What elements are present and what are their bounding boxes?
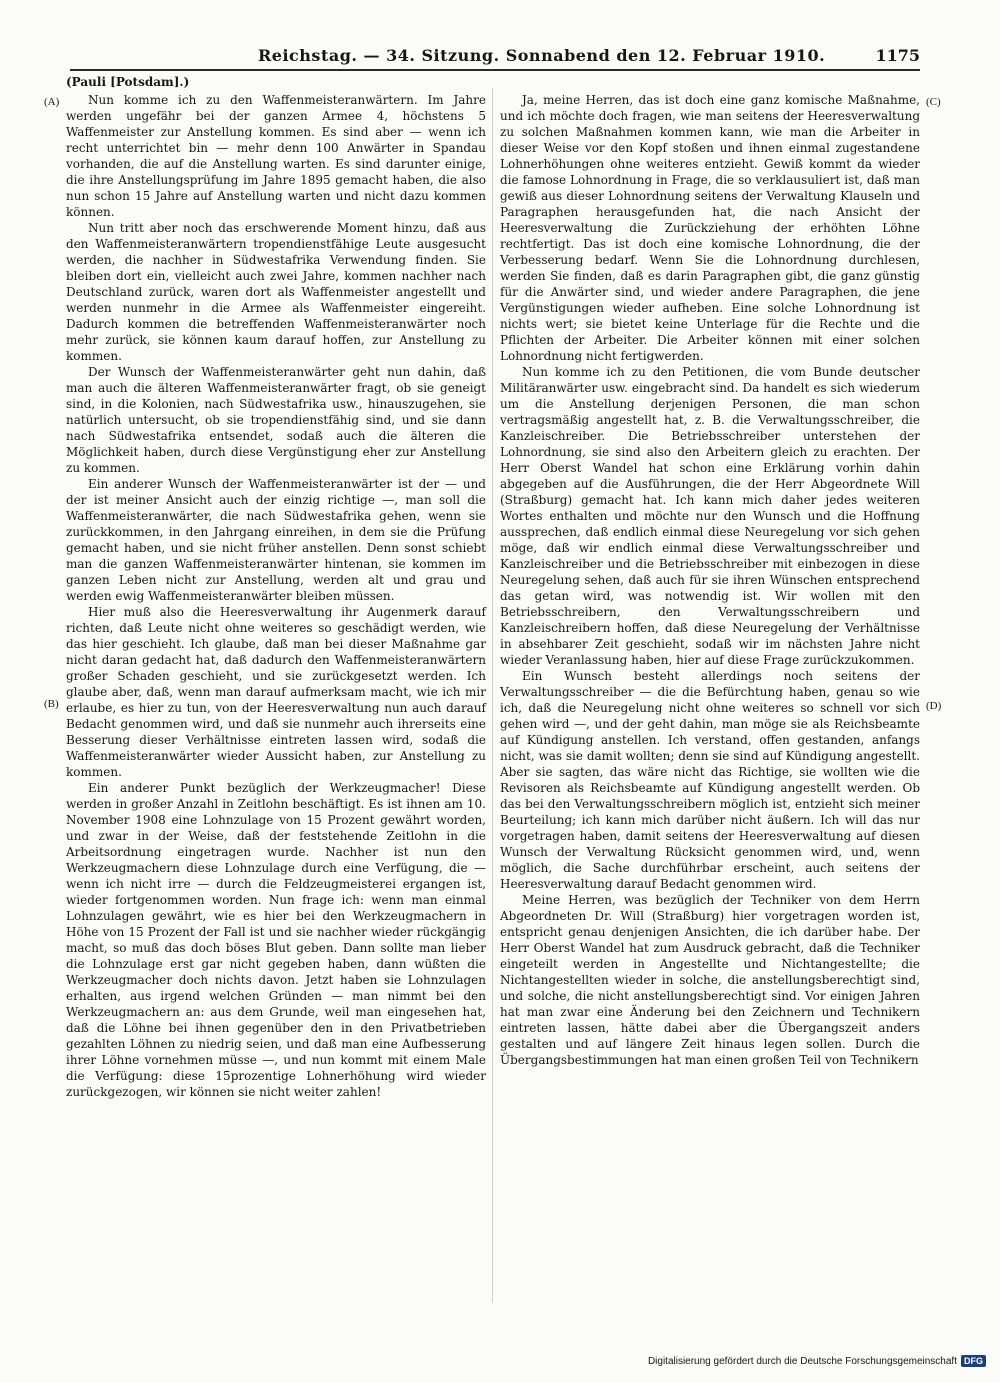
margin-marker-b: (B) — [44, 698, 59, 710]
margin-marker-a: (A) — [44, 96, 60, 108]
paragraph: Nun tritt aber noch das erschwerende Moment hinzu, daß aus den Waffenmeisteranwärtern tropendienstfähige Leute ausgesucht werden, die nachher in Südwestafrika Verwendung finden. Sie bleiben dort ein, vielleicht auch zwei Jahre, kommen nachher nach Deutschland zurück, waren dort als Waffenmeister angestellt und werden nunmehr in die Armee als Waffenmeister eingereiht. Dadurch kommen die betreffenden Waffenmeisteranwärter noch mehr zurück, sie können kaum darauf hoffen, zur Anstellung zu kommen. — [66, 221, 486, 363]
page-number: 1175 — [875, 46, 920, 65]
left-column — [66, 74, 486, 1100]
paragraph: Der Wunsch der Waffenmeisteranwärter geht nun dahin, daß man auch die älteren Waffenmeisteranwärter fragt, ob sie geneigt sind, in die Kolonien, nach Südwestafrika usw., hinauszugehen, sie natürlich untersucht, ob sie tropendienstfähig sind, und sie dann nach Südwestafrika entsendet, sodaß auch die älteren die Möglichkeit haben, durch diese Vergünstigung eher zur Anstellung zu kommen. — [66, 365, 486, 475]
header-title: Reichstag. — 34. Sitzung. Sonnabend den 12. Februar 1910. — [258, 46, 826, 65]
margin-marker-d: (D) — [926, 700, 942, 712]
digitization-credit — [648, 1355, 986, 1367]
margin-marker-c: (C) — [926, 96, 941, 108]
paragraph: Hier muß also die Heeresverwaltung ihr Augenmerk darauf richten, daß Leute nicht ohne weiteres so geschädigt werden, wie das hier geschieht. Ich glaube, daß man bei dieser Maßnahme gar nicht daran gedacht hat, daß dadurch den Waffenmeisteranwärtern großer Schaden geschieht, und sie zurückgesetzt werden. Ich glaube aber, daß, wenn man darauf aufmerksam macht, wie ich mir erlaube, es hier zu tun, von der Heeresverwaltung nun auch darauf Bedacht genommen wird, und daß sie nunmehr auch ihrerseits eine Besserung dieser Verhältnisse eintreten lassen wird, sodaß die Waffenmeisteranwärter wieder Aussicht haben, zur Anstellung zu kommen. — [66, 605, 486, 779]
header-rule — [70, 69, 920, 71]
paragraph: Ein anderer Punkt bezüglich der Werkzeugmacher! Diese werden in großer Anzahl in Zeitlohn beschäftigt. Es ist ihnen am 10. November 1908 eine Lohnzulage von 15 Prozent gewährt worden, und zwar in der Weise, daß der feststehende Zeitlohn in die Arbeitsordnung eingetragen wurde. Nachher ist nun den Werkzeugmachern diese Lohnzulage durch eine Verfügung, die — wenn ich nicht irre — durch die Feldzeugmeisterei ergangen ist, wieder fortgenommen worden. Nun frage ich: wenn man einmal Lohnzulagen gewährt, wie es hier bei den Werkzeugmachern in Höhe von 15 Prozent der Fall ist und sie nachher wieder rückgängig macht, so muß das doch böses Blut geben. Dann sollte man lieber die Lohnzulage erst gar nicht gegeben haben, dann wüßten die Werkzeugmacher doch nichts davon. Jetzt haben sie Lohnzulagen erhalten, aus irgend welchen Gründen — man nimmt bei den Werkzeugmachern an: aus dem Grunde, weil man eingesehen hat, daß die Löhne bei ihnen gegenüber den in den Privatbetrieben gezahlten Löhnen zu niedrig seien, und daß man eine Aufbesserung ihrer Löhne vornehmen müsse —, und nun kommt mit einem Male die Verfügung: diese 15prozentige Lohnerhöhung wird wieder zurückgezogen, wir können sie nicht weiter zahlen! — [66, 781, 486, 1099]
page-header — [258, 46, 920, 70]
credit-text: Digitalisierung gefördert durch die Deutsche Forschungsgemeinschaft — [647, 1355, 957, 1367]
column-divider — [492, 88, 493, 1303]
paragraph: Ja, meine Herren, das ist doch eine ganz komische Maßnahme, und ich möchte doch fragen, wie man seitens der Heeresverwaltung zu solchen Maßnahmen kommen kann, wie man die Arbeiter in dieser Weise vor den Kopf stoßen und ihnen einmal zugestandene Lohnerhöhungen ohne weiteres entzieht. Gewiß kommt da wieder die famose Lohnordnung in Frage, die so verklausuliert ist, daß man gewiß aus dieser Lohnordnung seitens der Verwaltung Klauseln und Paragraphen herausgefunden hat, die nach Ansicht der Heeresverwaltung die Zurückziehung der erhöhten Löhne rechtfertigt. Das ist doch eine komische Lohnordnung, die der Verbesserung bedarf. Wenn Sie die Lohnordnung durchlesen, werden Sie finden, daß es darin Paragraphen gibt, die ganz günstig für die Anwärter sind, und wieder andere Paragraphen, die jene Vergünstigungen wieder aufheben. Eine solche Lohnordnung ist nichts wert; sie bietet keine Unterlage für die Rechte und die Pflichten der Arbeiter. Die Arbeiter können mit einer solchen Lohnordnung nicht fertigwerden. — [500, 93, 920, 363]
paragraph: Nun komme ich zu den Petitionen, die vom Bunde deutscher Militäranwärter usw. eingebracht sind. Da handelt es sich wiederum um die Anstellung derjenigen Personen, die man schon vertragsmäßig angestellt hat, z. B. die Verwaltungsschreiber, die Kanzleischreiber. Die Betriebsschreiber unterstehen der Lohnordnung, sie sind also den Arbeitern gleich zu erachten. Der Herr Oberst Wandel hat schon eine Erklärung vorhin dahin abgegeben auf die Ausführungen, die der Herr Abgeordnete Will (Straßburg) gemacht hat. Ich kann mich daher jedes weiteren Wortes enthalten und möchte nur den Wunsch und die Hoffnung aussprechen, daß endlich einmal diese Neuregelung vor sich gehen möge, daß wir endlich einmal diese Verwaltungsschreiber und Kanzleischreiber und die Betriebsschreiber mit einbezogen in diese Neuregelung sehen, daß auch für sie ihren Wünschen entsprechend das getan wird, was notwendig ist. Wir wollen mit den Betriebsschreibern, den Verwaltungsschreibern und Kanzleischreibern hoffen, daß diese Neuregelung der Verhältnisse in absehbarer Zeit geschieht, sodaß wir im nächsten Jahre nicht wieder Veranlassung haben, hier auf diese Frage zurückzukommen. — [500, 365, 920, 667]
speaker-label: (Pauli [Potsdam].) — [66, 75, 190, 89]
right-column — [500, 92, 920, 1068]
paragraph: Ein anderer Wunsch der Waffenmeisteranwärter ist der — und der ist meiner Ansicht auch der einzig richtige —, man soll die Waffenmeisteranwärter, die nach Südwestafrika gehen, wenn sie zurückkommen, in den Jahrgang einreihen, in dem sie die Prüfung gemacht haben, und sie nicht früher anstellen. Denn sonst schiebt man die ganzen Waffenmeisteranwärter hintenan, sie kommen im ganzen Leben nicht zur Anstellung, werden alt und grau und werden ewig Waffenmeisteranwärter bleiben müssen. — [66, 477, 486, 603]
paragraph: Meine Herren, was bezüglich der Techniker von dem Herrn Abgeordneten Dr. Will (Straßburg) hier vorgetragen worden ist, entspricht genau denjenigen Ansichten, die ich darüber habe. Der Herr Oberst Wandel hat zum Ausdruck gebracht, daß die Techniker eingeteilt werden in Angestellte und Nichtangestellte; die Nichtangestellten wieder in solche, die anstellungsberechtigt sind, und solche, die nicht anstellungsberechtigt sind. Vor einigen Jahren hat man zwar eine Änderung bei den Zeichnern und Technikern eintreten lassen, hätte dabei aber die Übergangszeit anders gestalten und auf längere Zeit hinaus legen sollen. Durch die Übergangsbestimmungen hat man einen großen Teil von Technikern — [500, 893, 920, 1067]
paragraph: Nun komme ich zu den Waffenmeisteranwärtern. Im Jahre werden ungefähr bei der ganzen Armee 4, höchstens 5 Waffenmeister zur Anstellung kommen. Es sind aber — wenn ich recht unterrichtet bin — mehr denn 100 Anwärter in Spandau vorhanden, die auf die Anstellung warten. Es sind darunter einige, die ihre Anstellungsprüfung im Jahre 1895 gemacht haben, die also nun schon 15 Jahre auf Anstellung warten und nicht dazu kommen können. — [66, 93, 486, 219]
paragraph: Ein Wunsch besteht allerdings noch seitens der Verwaltungsschreiber — die die Befürchtung haben, genau so wie ich, daß die Neuregelung nicht ohne weiteres so schnell vor sich gehen wird —, und der geht dahin, man möge sie als Reichsbeamte auf Kündigung anstellen. Ich verstand, offen gestanden, anfangs nicht, was sie damit wollten; denn sie sind auf Kündigung angestellt. Aber sie sagten, das wäre nicht das Richtige, sie wollten wie die Revisoren als Reichsbeamte auf Kündigung angestellt werden. Ob das bei den Verwaltungsschreibern möglich ist, entzieht sich meiner Beurteilung; ich kann mich darüber nicht äußern. Ich will das nur vorgetragen haben, damit seitens der Heeresverwaltung auf diesen Wunsch der Verwaltung Rücksicht genommen wird, und, wenn möglich, die Sache durchführbar erscheint, auch seitens der Heeresverwaltung darauf Bedacht genommen wird. — [500, 669, 920, 891]
dfg-logo: DFG — [961, 1355, 986, 1367]
